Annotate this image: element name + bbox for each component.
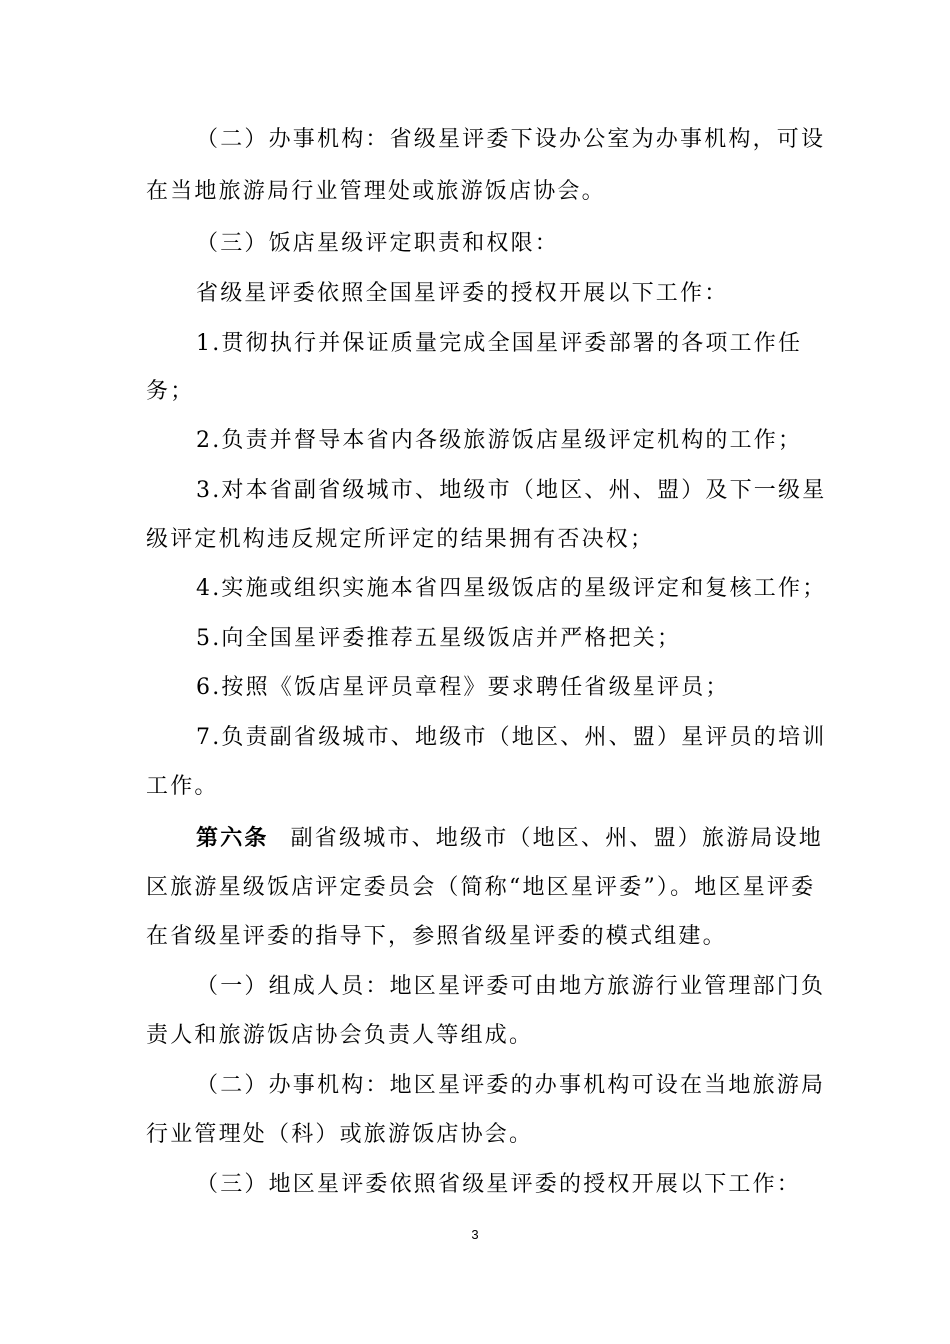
paragraph-line: 5.向全国星评委推荐五星级饭店并严格把关； xyxy=(196,626,682,651)
paragraph-line: 在当地旅游局行业管理处或旅游饭店协会。 xyxy=(146,179,606,204)
page-number: 3 xyxy=(471,1227,479,1242)
paragraph-line: 在省级星评委的指导下，参照省级星评委的模式组建。 xyxy=(146,924,727,949)
paragraph-line: 务； xyxy=(146,379,195,404)
paragraph-line: 3.对本省副省级城市、地级市（地区、州、盟）及下一级星 xyxy=(196,478,827,503)
paragraph-line: 区旅游星级饭店评定委员会（简称“地区星评委”）。地区星评委 xyxy=(146,875,816,900)
paragraph-line: 1.贯彻执行并保证质量完成全国星评委部署的各项工作任 xyxy=(196,331,803,356)
paragraph-line: （二）办事机构：省级星评委下设办公室为办事机构，可设 xyxy=(196,127,826,152)
paragraph-line: 工作。 xyxy=(146,774,219,799)
paragraph-line: （三）饭店星级评定职责和权限： xyxy=(196,231,560,256)
paragraph-line: （三）地区星评委依照省级星评委的授权开展以下工作： xyxy=(196,1172,802,1197)
paragraph-line: 级评定机构违反规定所评定的结果拥有否决权； xyxy=(146,527,655,552)
article-6-text: 副省级城市、地级市（地区、州、盟）旅游局设地 xyxy=(290,826,824,851)
paragraph-line: 6.按照《饭店星评员章程》要求聘任省级星评员； xyxy=(196,675,730,700)
article-6-heading: 第六条 xyxy=(196,825,269,851)
paragraph-line: （二）办事机构：地区星评委的办事机构可设在当地旅游局 xyxy=(196,1073,826,1098)
paragraph-line: 4.实施或组织实施本省四星级饭店的星级评定和复核工作； xyxy=(196,576,827,601)
paragraph-line: 2.负责并督导本省内各级旅游饭店星级评定机构的工作； xyxy=(196,428,803,453)
paragraph-line: 责人和旅游饭店协会负责人等组成。 xyxy=(146,1023,534,1048)
paragraph-line: 省级星评委依照全国星评委的授权开展以下工作： xyxy=(196,281,729,306)
paragraph-line: 行业管理处（科）或旅游饭店协会。 xyxy=(146,1122,534,1147)
article-6-first-line xyxy=(196,823,824,854)
paragraph-line: （一）组成人员：地区星评委可由地方旅游行业管理部门负 xyxy=(196,974,826,999)
paragraph-line: 7.负责副省级城市、地级市（地区、州、盟）星评员的培训 xyxy=(196,725,827,750)
